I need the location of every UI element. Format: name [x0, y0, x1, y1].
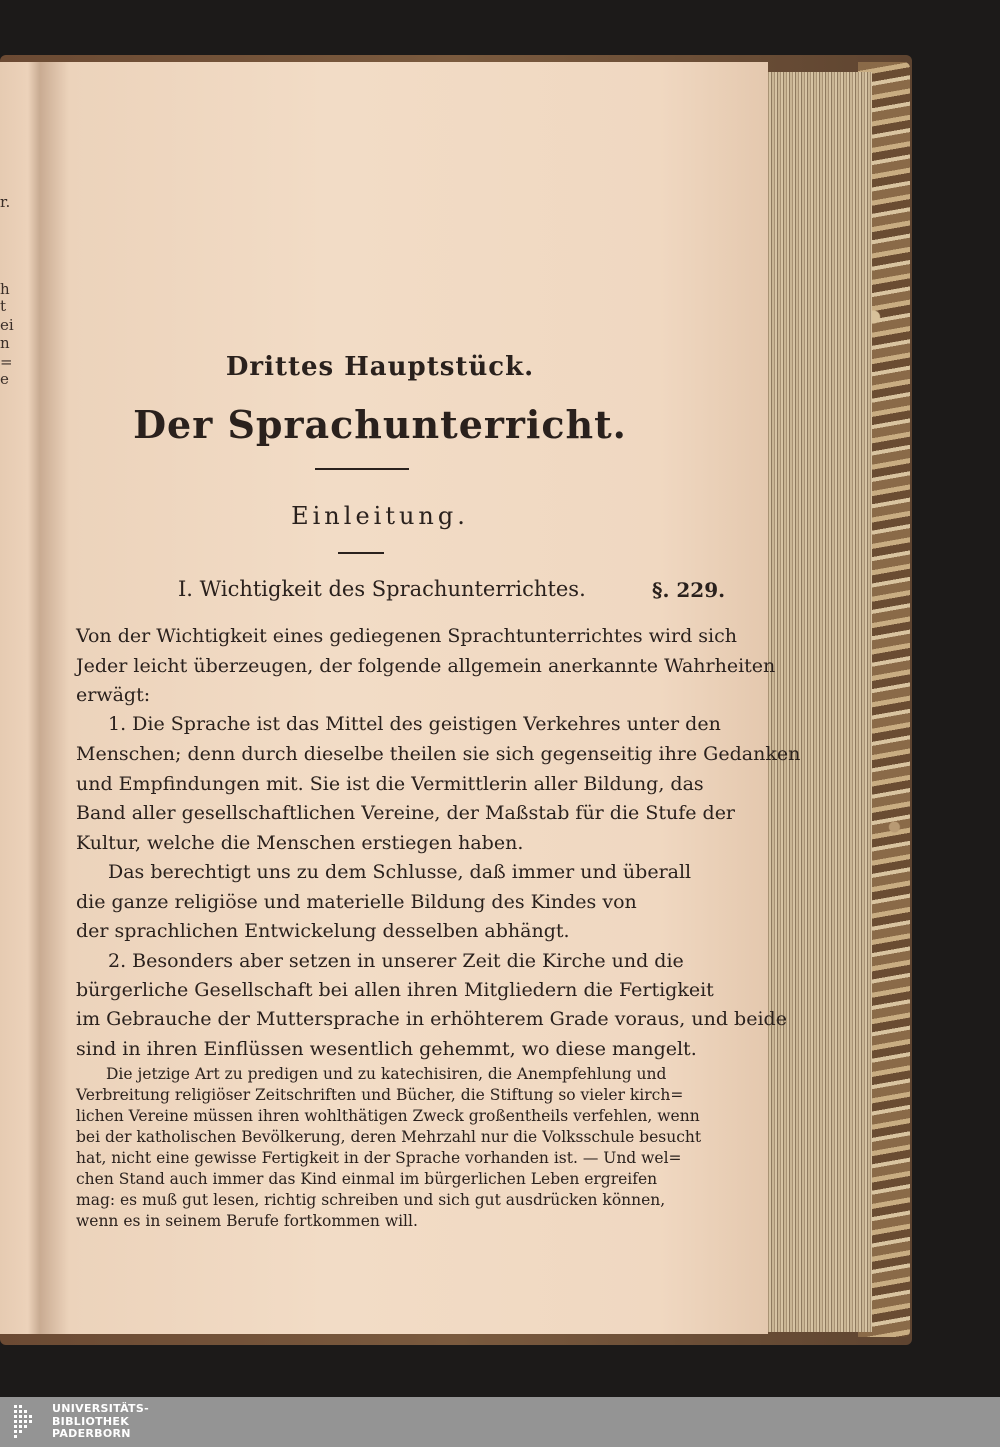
library-name-line: BIBLIOTHEK — [52, 1414, 130, 1428]
divider-rule — [315, 468, 409, 470]
left-fragment: ei — [0, 316, 14, 334]
body-line: Kultur, welche die Menschen erstiegen haben. — [76, 832, 524, 854]
body-line: Das berechtigt uns zu dem Schlusse, daß immer und überall — [108, 861, 692, 883]
paragraph-number: §. 229. — [652, 578, 726, 602]
footnote-line: Die jetzige Art zu predigen und zu katechisiren, die Anempfehlung und — [106, 1065, 667, 1083]
body-line: die ganze religiöse und materielle Bildung des Kindes von — [76, 891, 637, 913]
body-line: erwägt: — [76, 684, 151, 706]
body-line: 2. Besonders aber setzen in unserer Zeit die Kirche und die — [108, 950, 684, 972]
section-title: Einleitung. — [291, 502, 469, 530]
footnote-line: Verbreitung religiöser Zeitschriften und Bücher, die Stiftung so vieler kirch= — [76, 1086, 684, 1104]
library-logo-icon — [14, 1405, 44, 1439]
left-fragment: h — [0, 280, 10, 298]
footnote-line: hat, nicht eine gewisse Fertigkeit in der Sprache vorhanden ist. — Und wel= — [76, 1149, 682, 1167]
library-name-line: PADERBORN — [52, 1427, 131, 1440]
body-line: bürgerliche Gesellschaft bei allen ihren Mitgliedern die Fertigkeit — [76, 979, 714, 1001]
divider-rule — [338, 552, 384, 554]
footnote-line: chen Stand auch immer das Kind einmal im bürgerlichen Leben ergreifen — [76, 1170, 658, 1188]
footnote-line: wenn es in seinem Berufe fortkommen will. — [76, 1212, 418, 1230]
left-fragment: e — [0, 370, 9, 388]
page-edges — [760, 72, 872, 1332]
body-line: und Empfindungen mit. Sie ist die Vermittlerin aller Bildung, das — [76, 773, 704, 795]
body-line: Von der Wichtigkeit eines gediegenen Sprachtunterrichtes wird sich — [76, 625, 737, 647]
footnote-line: mag: es muß gut lesen, richtig schreiben und sich gut ausdrücken können, — [76, 1191, 666, 1209]
book-page — [40, 62, 801, 1334]
footnote-line: lichen Vereine müssen ihren wohlthätigen Zweck großentheils verfehlen, wenn — [76, 1107, 700, 1125]
library-name-line: UNIVERSITÄTS- — [52, 1402, 149, 1415]
left-fragment: n — [0, 334, 10, 352]
left-fragment: t — [0, 297, 7, 315]
footnote-line: bei der katholischen Bevölkerung, deren Mehrzahl nur die Volksschule besucht — [76, 1128, 702, 1146]
left-page-sliver — [0, 62, 40, 1334]
section-heading: I. Wichtigkeit des Sprachunterrichtes. — [178, 577, 586, 601]
body-line: Jeder leicht überzeugen, der folgende allgemein anerkannte Wahrheiten — [76, 655, 776, 677]
body-line: Menschen; denn durch dieselbe theilen sie sich gegenseitig ihre Gedanken — [76, 743, 801, 765]
left-fragment: = — [0, 353, 13, 371]
library-name — [52, 1403, 149, 1441]
body-line: der sprachlichen Entwickelung desselben abhängt. — [76, 920, 570, 942]
library-footer — [0, 1397, 1000, 1447]
body-line: sind in ihren Einflüssen wesentlich gehemmt, wo diese mangelt. — [76, 1038, 697, 1060]
chapter-kicker: Drittes Hauptstück. — [225, 352, 535, 382]
body-line: Band aller gesellschaftlichen Vereine, der Maßstab für die Stufe der — [76, 802, 736, 824]
body-line: im Gebrauche der Muttersprache in erhöhterem Grade voraus, und beide — [76, 1008, 787, 1030]
body-line: 1. Die Sprache ist das Mittel des geistigen Verkehres unter den — [108, 713, 721, 735]
chapter-title: Der Sprachunterricht. — [133, 402, 627, 447]
left-fragment: r. — [0, 193, 11, 211]
